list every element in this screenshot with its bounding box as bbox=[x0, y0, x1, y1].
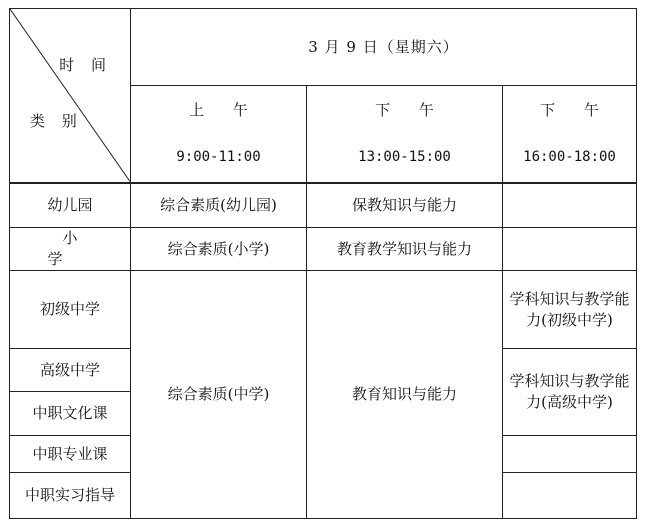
table-row bbox=[10, 228, 637, 271]
subject-cell: 保教知识与能力 bbox=[307, 183, 503, 228]
empty-cell bbox=[503, 473, 637, 519]
table-row bbox=[10, 183, 637, 228]
category-label: 小 学 bbox=[47, 229, 108, 268]
exam-schedule-table bbox=[9, 8, 637, 519]
category-junior-middle: 初级中学 bbox=[10, 271, 131, 349]
subject-cell: 学科知识与教学能力(初级中学) bbox=[503, 271, 637, 349]
empty-cell bbox=[503, 436, 637, 473]
session-afternoon1-header bbox=[307, 86, 503, 183]
table-row bbox=[10, 271, 637, 349]
session-time: 13:00-15:00 bbox=[358, 148, 451, 165]
empty-cell bbox=[503, 228, 637, 271]
subject-merged-cell: 综合素质(中学) bbox=[131, 271, 307, 519]
subject-merged-cell: 教育知识与能力 bbox=[307, 271, 503, 519]
corner-header-cell bbox=[10, 9, 131, 183]
subject-cell: 综合素质(幼儿园) bbox=[131, 183, 307, 228]
exam-date-header: 3 月 9 日（星期六） bbox=[131, 9, 637, 86]
subject-cell: 学科知识与教学能力(高级中学) bbox=[503, 349, 637, 436]
category-primary bbox=[10, 228, 131, 271]
category-senior-middle: 高级中学 bbox=[10, 349, 131, 392]
session-time: 9:00-11:00 bbox=[176, 148, 261, 165]
session-label: 上 午 bbox=[189, 100, 260, 119]
category-vocational-professional: 中职专业课 bbox=[10, 436, 131, 473]
subject-cell: 教育教学知识与能力 bbox=[307, 228, 503, 271]
session-morning-header bbox=[131, 86, 307, 183]
subject-cell: 综合素质(小学) bbox=[131, 228, 307, 271]
corner-diagonal-line bbox=[10, 9, 130, 182]
empty-cell bbox=[503, 183, 637, 228]
category-vocational-culture: 中职文化课 bbox=[10, 392, 131, 436]
corner-category-label: 类 别 bbox=[30, 111, 83, 130]
session-time: 16:00-18:00 bbox=[523, 148, 616, 165]
category-vocational-internship: 中职实习指导 bbox=[10, 473, 131, 519]
category-kindergarten: 幼儿园 bbox=[10, 183, 131, 228]
session-label: 下 午 bbox=[540, 100, 611, 119]
session-label: 下 午 bbox=[375, 100, 446, 119]
session-afternoon2-header bbox=[503, 86, 637, 183]
corner-time-label: 时 间 bbox=[59, 56, 112, 74]
